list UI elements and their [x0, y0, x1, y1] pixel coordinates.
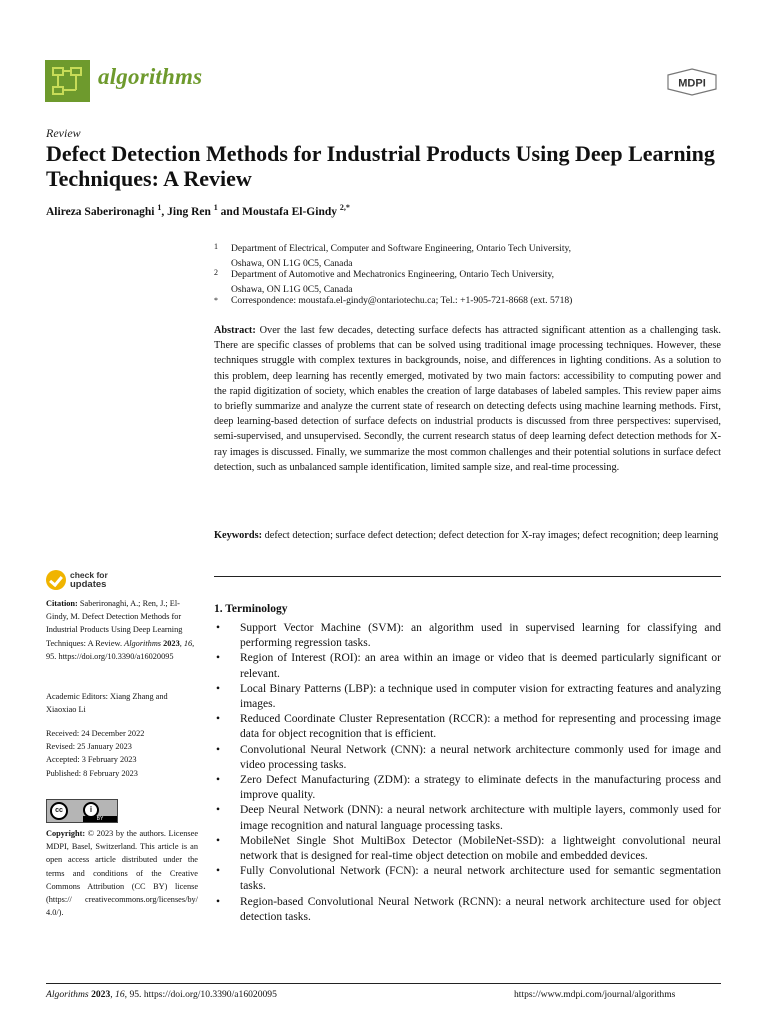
author-affiliation-marker: 1 [157, 203, 162, 212]
list-item: • Fully Convolutional Network (FCN): a neural network architecture used for semantic segmentation tasks. [216, 865, 721, 893]
section-divider [214, 576, 721, 577]
journal-url-link[interactable]: https://www.mdpi.com/journal/algorithms [514, 989, 676, 1000]
list-item: • Convolutional Neural Network (CNN): a neural network architecture commonly used for image and video processing tasks. [216, 743, 721, 771]
list-item: • Deep Neural Network (DNN): a neural network architecture with multiple layers, commonly used for image recognition and natural language processing tasks. [216, 804, 721, 832]
attribution-icon: i [83, 802, 99, 818]
copyright-label: Copyright: [46, 829, 86, 838]
cc-icon: cc [50, 802, 68, 820]
list-item: • Support Vector Machine (SVM): an algorithm used in supervised learning for classifying and performing regression tasks. [216, 622, 721, 650]
abstract [214, 323, 721, 475]
article-title: Defect Detection Methods for Industrial Products Using Deep Learning Techniques: A Review [46, 141, 715, 191]
author-name: Alireza Saberironaghi [46, 205, 155, 218]
article-type: Review [46, 126, 81, 140]
academic-editors: Academic Editors: Xiang Zhang and Xiaoxiao Li [46, 692, 168, 715]
author-affiliation-marker: 1 [213, 203, 218, 212]
abstract-label: Abstract: [214, 325, 256, 336]
check-for-updates-link[interactable]: check for updates [70, 570, 108, 590]
list-item: • Region of Interest (ROI): an area within an image or video that is deemed particularly significant or relevant. [216, 652, 721, 680]
terminology-list [214, 621, 721, 925]
check-for-updates-icon[interactable] [46, 570, 66, 590]
section-heading: 1. Terminology [214, 603, 288, 615]
list-item: • MobileNet Single Shot MultiBox Detector (MobileNet-SSD): a lightweight convolutional neural network that is designed for real-time object detection on mobile and embedded devices. [216, 834, 721, 863]
abstract-text: Over the last few decades, detecting surface defects has attracted significant attention as a challenging task. There are specific classes of problems that can be solved using traditional image processing techniques. However, these techniques struggle with complex textures in backgrounds, noise, and differences in lighting conditions. As a solution to this problem, deep learning has recently emerged, motivated by two main factors: accessibility to computing power and the rapid digitization of society, which enables the creation of large databases of labeled samples. This review paper aims to briefly summarize and analyze the current state of research on detecting defects using machine learning methods. First, deep learning-based detection of surface defects on industrial products is discussed from three perspectives: supervised, semi-supervised, and unsupervised. Secondly, the current research status of deep learning defect detection methods for X-ray images is discussed. Finally, we summarize the most common challenges and their potential solutions in surface defect detection, such as unbalanced sample identification, limited sample size, and real-time processing. [214, 325, 722, 473]
publisher-name: MDPI [678, 77, 706, 90]
author-name: Moustafa El-Gindy [242, 205, 337, 218]
list-item: • Local Binary Patterns (LBP): a technique used in computer vision for extracting features and analyzing images. [216, 682, 721, 711]
publication-dates [46, 727, 198, 780]
affiliation-1: 1 Department of Electrical, Computer and Software Engineering, Ontario Tech University, Oshawa, ON L1G 0C5, Canada [214, 242, 572, 269]
list-item: • Reduced Coordinate Cluster Representation (RCCR): a method for representing and processing image data for object recognition that is efficient. [216, 713, 721, 741]
accepted-date: Accepted: 3 February 2023 [46, 755, 137, 765]
author-affiliation-marker: 2,* [339, 203, 350, 212]
published-date: Published: 8 February 2023 [46, 768, 138, 778]
copyright-notice: Copyright: © 2023 by the authors. Licensee MDPI, Basel, Switzerland. This article is an open access article distributed under the terms and conditions of the Creative Commons Attribution (CC BY) license (https:// creativecommons.org/licenses/by/ 4.0/). [46, 829, 199, 918]
journal-logo-icon [45, 60, 90, 102]
footer-divider [46, 983, 721, 984]
journal-name: algorithms [98, 64, 203, 89]
keywords-label: Keywords: [214, 530, 263, 541]
citation-block: Citation: Saberironaghi, A.; Ren, J.; El-Gindy, M. Defect Detection Methods for Industrial Products Using Deep Learning Techniques: A Review. Algorithms 2023, 16, 95. https://doi.org/10.3390/a16020095 [46, 599, 195, 661]
received-date: Received: 24 December 2022 [46, 729, 145, 738]
keywords [214, 528, 721, 543]
correspondence: * Correspondence: moustafa.el-gindy@ontariotechu.ca; Tel.: +1-905-721-8668 (ext. 5718) [214, 295, 573, 306]
author-list: Alireza Saberironaghi $^1$, Jing Ren $^1$ and Moustafa El-Gindy $^{2,*}$ [46, 203, 350, 218]
revised-date: Revised: 25 January 2023 [46, 742, 132, 752]
list-item: • Region-based Convolutional Neural Network (RCNN): a neural network architecture used for object detection tasks. [216, 895, 721, 923]
publisher-logo [666, 68, 718, 96]
author-name: Jing Ren [167, 205, 211, 218]
footer-citation: Algorithms 2023, 16, 95. https://doi.org/10.3390/a16020095 [46, 989, 277, 1000]
cc-by-license-badge[interactable] [46, 799, 118, 823]
list-item: • Zero Defect Manufacturing (ZDM): a strategy to eliminate defects in the manufacturing process and improve quality. [216, 774, 721, 802]
citation-label: Citation: [46, 599, 78, 608]
by-label: BY [83, 816, 117, 822]
affiliation-2: 2 Department of Automotive and Mechatronics Engineering, Ontario Tech University, Oshawa, ON L1G 0C5, Canada [214, 268, 555, 295]
keywords-text: defect detection; surface defect detection; defect detection for X-ray images; defect recognition; deep learning [264, 530, 719, 541]
